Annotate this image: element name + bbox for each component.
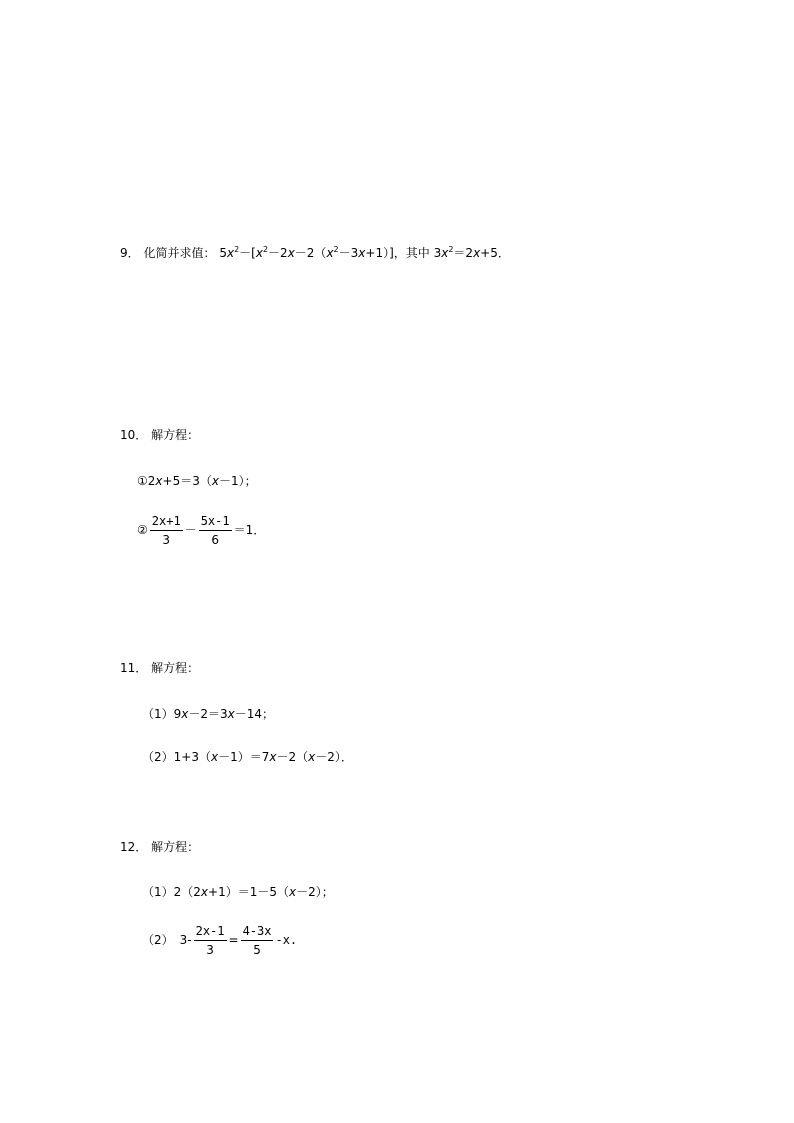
- part-marker: ①: [137, 474, 148, 488]
- expression-9: $5x^2-[x^2-2x-2(x^2-3x+1)]$，其中 $3x^2=2x+5$．: [219, 245, 510, 260]
- question-12: [120, 839, 199, 855]
- question-prompt: 化简并求值：: [143, 246, 216, 260]
- part-marker: （1）: [142, 707, 174, 721]
- question-number: 12．: [120, 840, 148, 854]
- question-9: [120, 245, 510, 261]
- equation: 1+3（x－1）＝7x－2（x－2）．: [173, 750, 353, 764]
- question-number: 10．: [120, 428, 148, 442]
- equation: 2x+5＝3（x－1）；: [147, 474, 257, 488]
- question-number: 11．: [120, 661, 148, 675]
- part-marker: （2）: [142, 750, 174, 764]
- part-marker: （2）: [142, 933, 174, 947]
- fraction: $\frac{5x-1}{6}$: [200, 514, 230, 547]
- question-prompt: 解方程：: [151, 840, 200, 854]
- question-prompt: 解方程：: [151, 661, 200, 675]
- question-number: 9．: [120, 246, 140, 260]
- equation: 9x－2＝3x－14；: [173, 707, 275, 721]
- question-prompt: 解方程：: [151, 428, 200, 442]
- q11-part-2: [142, 749, 353, 765]
- equation: 2（2x+1）＝1－5（x－2）；: [173, 885, 334, 899]
- part-marker: ②: [137, 523, 148, 537]
- fraction: $\frac{4-3x}{5}$: [242, 924, 272, 957]
- q10-part-2: ② $\frac{2x+1}{3}$ － $\frac{5x-1}{6}$ ＝1．: [137, 514, 266, 547]
- part-marker: （1）: [142, 885, 174, 899]
- q10-part-1: [137, 473, 257, 489]
- fraction: $\frac{2x+1}{3}$: [151, 514, 181, 547]
- q11-part-1: [142, 706, 274, 722]
- q12-part-2: （2） 3- $\frac{2x-1}{3}$ = $\frac{4-3x}{5}$ -x.: [142, 924, 298, 957]
- fraction: $\frac{2x-1}{3}$: [195, 924, 225, 957]
- question-11: [120, 660, 199, 676]
- question-10: [120, 427, 199, 443]
- q12-part-1: [142, 884, 334, 900]
